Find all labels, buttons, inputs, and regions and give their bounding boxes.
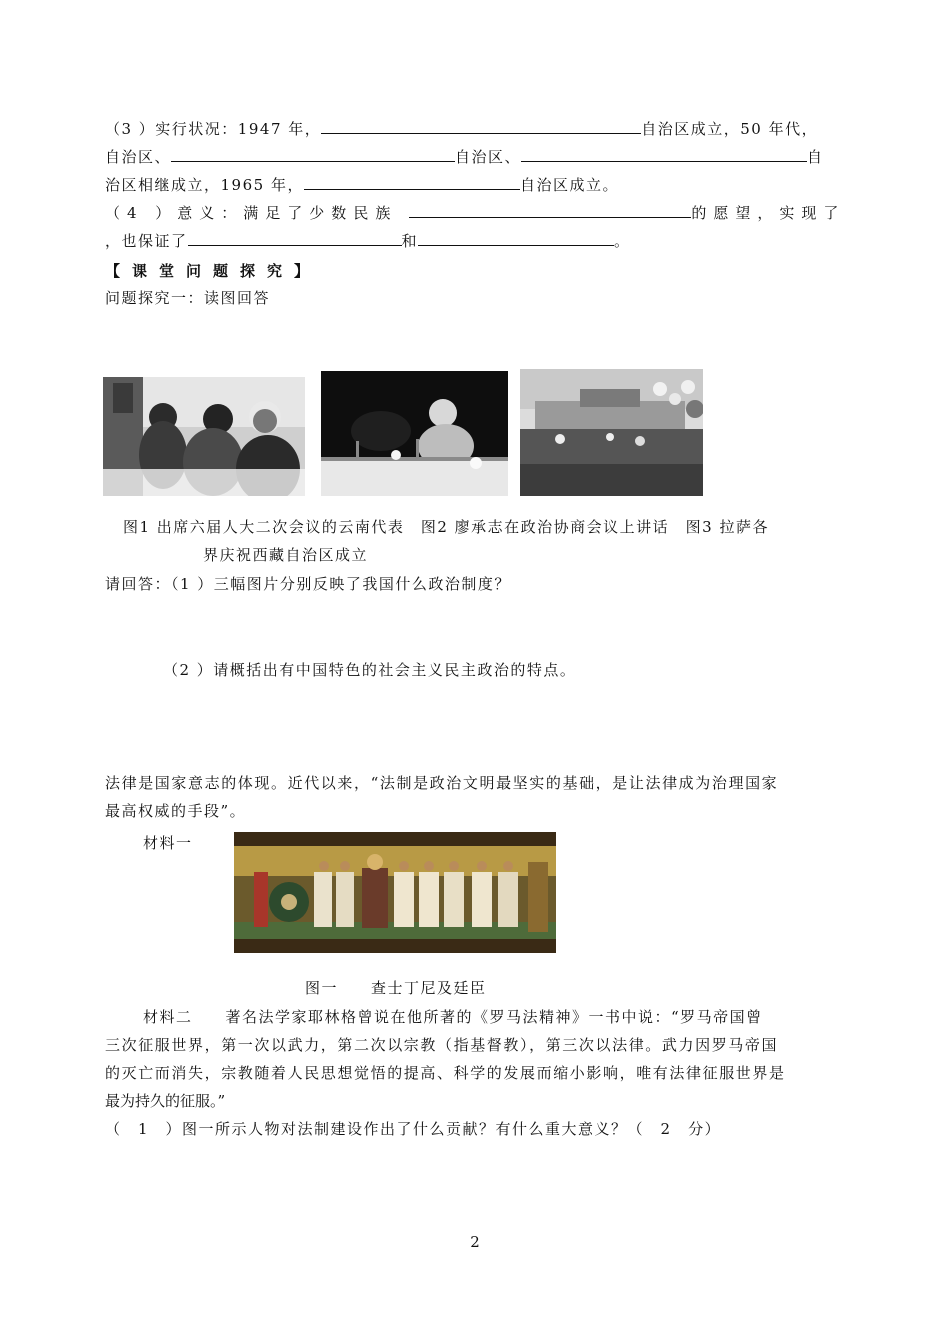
q3-text: 自治区成立。 bbox=[519, 176, 619, 194]
q4-text: 的愿望，实现了 bbox=[691, 204, 846, 222]
q4-line1 bbox=[105, 202, 845, 224]
material1-label: 材料一 bbox=[143, 834, 193, 852]
q4-text: ，也保证了 bbox=[105, 232, 188, 250]
photo-npc-delegates bbox=[103, 377, 305, 496]
inquiry1-title: 问题探究一：读图回答 bbox=[105, 289, 271, 307]
q4-text: （4 ）意义：满足了少数民族 bbox=[105, 204, 398, 222]
q3-line2 bbox=[105, 146, 824, 168]
q3-line1 bbox=[105, 118, 818, 140]
blank-field[interactable] bbox=[304, 174, 520, 190]
final-question: （ 1 ）图一所示人物对法制建设作出了什么贡献？有什么重大意义？（ 2 分） bbox=[105, 1120, 722, 1138]
q4-text: 。 bbox=[614, 232, 631, 250]
blank-field[interactable] bbox=[188, 230, 402, 246]
material2-line4: 最为持久的征服。” bbox=[105, 1092, 226, 1110]
q4-text: 和 bbox=[401, 232, 419, 250]
blank-field[interactable] bbox=[321, 118, 641, 134]
q3-text: 治区相继成立，1965 年， bbox=[105, 176, 304, 194]
material2-line1: 材料二 著名法学家耶林格曾说在他所著的《罗马法精神》一书中说：“罗马帝国曾 bbox=[143, 1008, 763, 1026]
question-2: （2 ）请概括出有中国特色的社会主义民主政治的特点。 bbox=[163, 661, 577, 679]
q4-line2 bbox=[105, 230, 631, 252]
photo-captions-line1: 图1 出席六届人大二次会议的云南代表 图2 廖承志在政治协商会议上讲话 图3 拉萨各 bbox=[123, 518, 769, 536]
law-paragraph-line2: 最高权威的手段”。 bbox=[105, 802, 247, 820]
q3-text: 自治区、 bbox=[455, 148, 522, 166]
q3-line3 bbox=[105, 174, 619, 196]
q3-prefix: （3 ）实行状况：1947 年， bbox=[105, 120, 322, 138]
question-1: 请回答：（1 ）三幅图片分别反映了我国什么政治制度？ bbox=[105, 575, 511, 593]
law-paragraph-line1: 法律是国家意志的体现。近代以来，“法制是政治文明最坚实的基础，是让法律成为治理国家 bbox=[105, 774, 779, 792]
mosaic-justinian-image bbox=[234, 832, 556, 953]
figure1-caption: 图一 查士丁尼及廷臣 bbox=[305, 979, 487, 997]
q3-text: 自治区、 bbox=[105, 148, 172, 166]
photo-liao-chengzhi bbox=[321, 371, 508, 496]
blank-field[interactable] bbox=[418, 230, 614, 246]
blank-field[interactable] bbox=[521, 146, 807, 162]
material2-line3: 的灭亡而消失，宗教随着人民思想觉悟的提高、科学的发展而缩小影响，唯有法律征服世界是 bbox=[105, 1064, 786, 1082]
photo-lhasa-celebration bbox=[520, 369, 703, 496]
material2-line2: 三次征服世界，第一次以武力，第二次以宗教（指基督教），第三次以法律。武力因罗马帝国 bbox=[105, 1036, 779, 1054]
page-number: 2 bbox=[470, 1233, 480, 1251]
photo-captions-line2: 界庆祝西藏自治区成立 bbox=[203, 546, 369, 564]
blank-field[interactable] bbox=[171, 146, 455, 162]
blank-field[interactable] bbox=[409, 202, 691, 218]
q3-tail1: 自治区成立，50 年代， bbox=[641, 120, 819, 138]
q3-text: 自 bbox=[807, 148, 824, 166]
section-heading: 【课堂问题探究】 bbox=[105, 262, 322, 280]
